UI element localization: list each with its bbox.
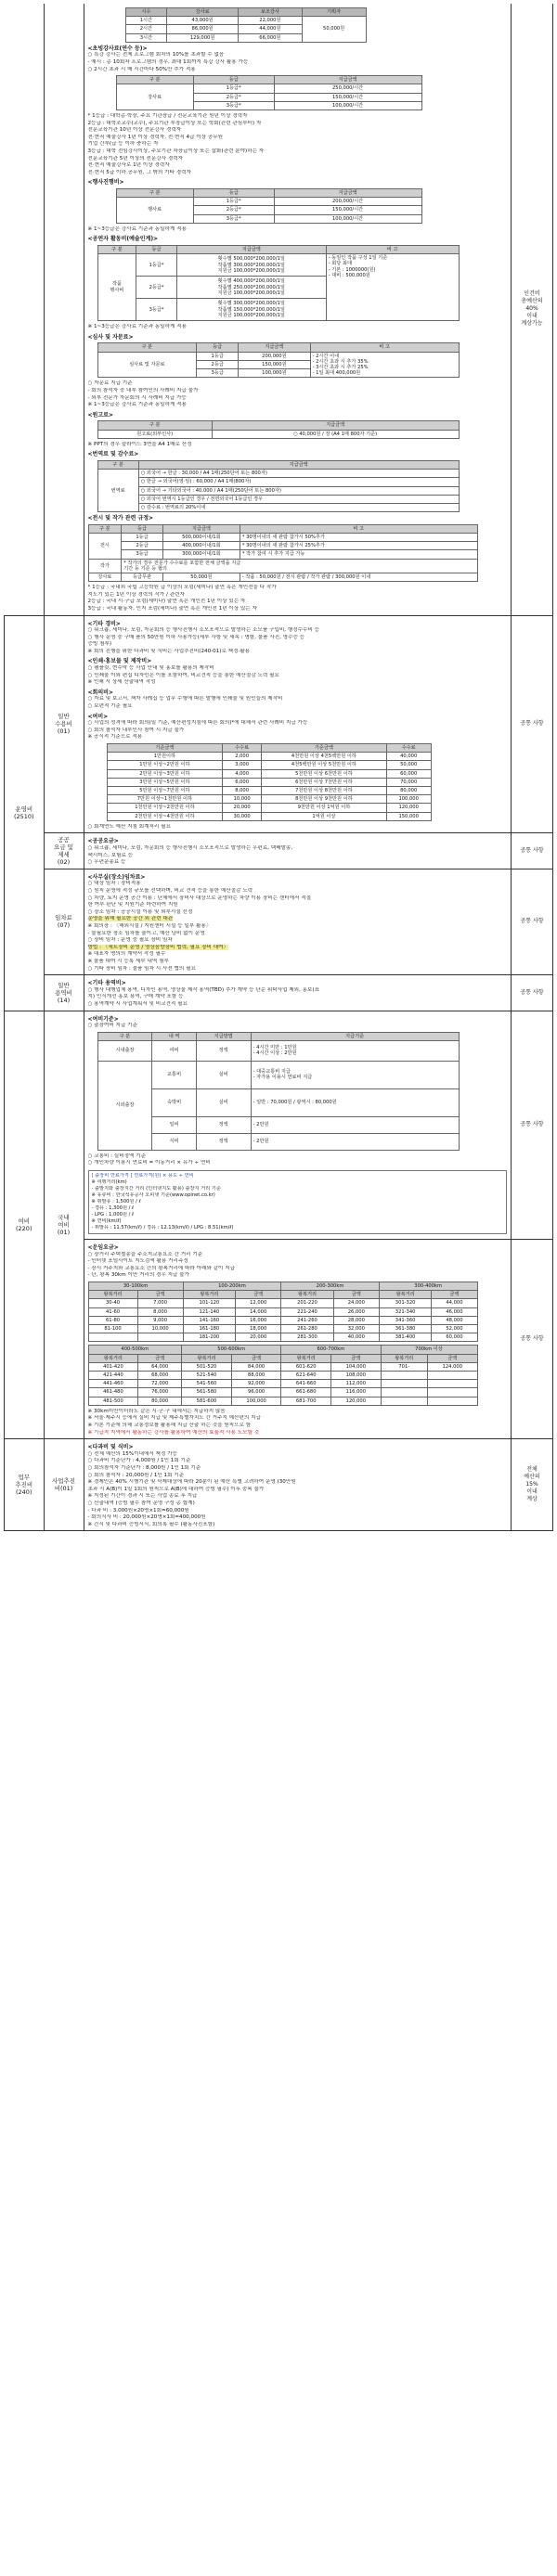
fare-row bbox=[88, 1372, 477, 1380]
fee-rules-cell: 시수 강사료 보조강사 기획자 1시간 43,000원 22,000원 50,000원 2시간 86,000원 44,000원 3시간 129,000원 66,000원 <초빙강사료(연수 등)> ○ 특강 강사는 전체 프로그램 회차의 10%를 초과할 수 없음 - 예시 : 총 10회차 프로그램의 경우, 최대 1회까지 특강 강사 활용 가능 ○ 2시간 초과 시 매 시간마다 50%만 추가 적용 구 분 등급 지급금액 강사료 1등급* 250,000/시간 2등급* 150,000/시간 3등급* 100,000/시간 * 1등급 : 대학총·학장, 주요 기관장급 / 전문교육기관 원년 이상 경력자 2등급 : 대학조교수(교수), 주요기관 부장급이상 또는 학회(관련 관심부터) 자 전문교육기관 10년 이상 전문강사 경력자 전·현직 예술강사 1년 이상 경력자, 전·현직 4급 이상 공무원 기업 간부(급 등 이하 충하는 자 3등급 : 대학 전임강사이상, 주요기관 차장급이상 또는 삽화(관련 분야)하는 자 전문교육기관 5년 이상의 전문강사 경력자 전·현직 예술강사로 1년 이상 경력자 전·현직 5급 이하 공무원, 그 밖의 기타 경력자 <행사진행비> 구 분 등급 지급금액 행사료 1등급* 200,000/시간 2등급* 150,000/시간 3등급* 100,000/시간 ※ 1~3등급은 강사료 기준과 동일하게 적용 <공연자 활동비(예술인계)> 구 분 등급 지급금액 비 고 작품 행사비 1등급* 횟수별 500,000*200,000/1일 작품별 300,000*200,000/1일 지원금 100,000*200,000/1일 - 동일인 작품 구성 1일 기준 - 회당 최대 - 기본 : 1000000(원) - 대비 : 500,000원 2등급* 횟수별 400,000*200,000/1일 작품별 250,000*200,000/1일 지원금 100,000*200,000/1일 3등급* 횟수별 300,000*200,000/1일 작품별 150,000*200,000/1일 지원금 100,000*200,000/1일 ※ 1~3등급은 강사료 기준과 동일하게 적용 <심사 및 자문료> 구 분 등급 지급금액 비 고 심사료 및 자문료 1등급 200,000원 - 2시간 이내 - 2시간 초과 시 추가 35% - 3시간 초과 시 추가 25% - 1일 최대 400,000원 2등급 150,000원 3등급 100,000원 ○ 자문료 지급 기준 - 회의 참석자 중 내부 참여인의 사례비 지급 불가 - 외부 전문가 자문회의 시 사례비 지급 가능 ※ 1~3등급은 강사료 기준과 동일하게 적용 <원고료> 구 분 지급금액 원고료(외부인사) ○ 40,000원 / 장 (A4 1매 800자 기준) ※ PPT의 경우 슬라이드 3면을 A4 1매로 산정 <번역료 및 감수료> 구 분 지급금액 번역료 ○ 외국어 → 한글 : 30,000 / A4 1매(250단어 또는 800자) ○ 한글 → 외국어(영·일) : 60,000 / A4 1매(800자) ○ 외국어 → 기타외국어 : 40,000 / A4 1매(250단어 또는 800자) ○ 외국어 번역시 1등급인 경우 / 전면외국어 1등급인 경우 ○ 감수료 : 번역료의 20%이내 <전시 및 작가 관련 규정> 구 분 등급 지급금액 비 고 전시 1등급 500,000이내/1회 * 30명이내의 새 관람 참가시 50%추가 2등급 400,000이내/1회 * 30명이내의 새 관람 참가시 25%추가 3등급 300,000이내/1회 * 작가 참여 시 추가 지급 가능 작가 * 작가의 경우 전문가 수수료를 포함한 전체 금액을 지급 기간 등 기준 등 협의 강사료 등급무관 50,000원 - 작품 : 50,000원 / 전시 관람 / 작가 관람 / 300,000원 이내 * 1등급 : 국내외 국립 고등학원 급 이상의 포럼(세미나) 출연 혹은 개인전을 다 작가 지도기 있는 1년 이상 경력의 작가 / 관련자 2등급 : 국내 시·구급 포럼(세미나) 출연 혹은 개인전 1년 이상 있는 자 3등급 : 국내 활동자, 인지 포럼(세미나) 출연 혹은 개인전 1년 이상 있는 자 bbox=[84, 4, 512, 615]
fare-cell-value: 64,000 bbox=[138, 1362, 182, 1371]
fare-cell-value bbox=[381, 1388, 428, 1397]
judge-title: <심사 및 자문료> bbox=[87, 333, 134, 341]
fare-row bbox=[88, 1380, 477, 1388]
table-row: 5만원 이상~7만원 이하 8,000 7천만원 이상 8천만원 이하 80,000 bbox=[107, 787, 431, 795]
col-planner-fee: 기획자 bbox=[302, 8, 366, 17]
fare-cell-value: 581-600 bbox=[182, 1397, 232, 1405]
col-hours: 시수 bbox=[125, 8, 167, 17]
instructor-fee-table: 구 분 등급 지급금액 강사료 1등급* 250,000/시간 2등급* 150,000/시간 3등급* 100,000/시간 bbox=[116, 75, 422, 110]
translation-fee-table: 구 분 지급금액 번역료 ○ 외국어 → 한글 : 30,000 / A4 1매(250단어 또는 800자) ○ 한글 → 외국어(영·일) : 60,000 / A4 1매(800자) ○ 외국어 → 기타외국어 : 40,000 / A4 1매(250단어 또는 800자) ○ 외국어 번역시 1등급인 경우 / 전면외국어 1등급인 경우 ○ 감수료 : 번역료의 20%이내 bbox=[97, 460, 460, 512]
fare-cell-value: 81-100 bbox=[88, 1325, 137, 1333]
judge-fee-table: 구 분 등급 지급금액 비 고 심사료 및 자문료 1등급 200,000원 - 2시간 이내 - 2시간 초과 시 추가 35% - 3시간 초과 시 추가 25% - 1일 최대 400,000원 2등급 150,000원 3등급 100,000원 bbox=[97, 342, 460, 378]
category-work-fee: 업무 추진비 (240) bbox=[5, 1439, 45, 1531]
category-ops: 운영비 (2510) bbox=[5, 615, 45, 1011]
fare-cell-value: 30-40 bbox=[88, 1299, 137, 1307]
fare-cell-value: 121-140 bbox=[183, 1307, 236, 1316]
fare-cell-value: 108,000 bbox=[331, 1372, 381, 1380]
fare-cell-value: 116,000 bbox=[331, 1388, 381, 1397]
public-fee-cell: <공공요금> ○ 워크숍, 세미나, 포럼, 자문회의 등 행사진행시 소모포적으로 발생하는 우편료, 택배발송, 팩시미스, 보험료 등 ○ 우편운송료 등 bbox=[84, 833, 512, 869]
fare-cell-value: 12,000 bbox=[236, 1299, 281, 1307]
fare-cell-value: 701- bbox=[381, 1362, 428, 1371]
fare-cell-value: 201-220 bbox=[281, 1299, 334, 1307]
fare-row bbox=[88, 1316, 477, 1324]
budget-frame bbox=[4, 4, 553, 1531]
work-fee-cell: <다과비 및 식비> ○ 전체 예산의 15%이내에서 책정 가능 ○ 다과비 기준단가 : 4,000원 / 1인 1회 기준 ○ 회의참석자 기준단가 : 8,000원 / 1인 1회 기준 ○ 회의 참석자 : 20,000원 / 1인 1회 기준 ※ 경제인은 40% 시행기관 및 삭제대상에 따라 20분이 된 예산 특별 고려하여 운영 (30만원 초과 시 A(B)이 1일 1회의 원칙으로 A(B)에 대하여 증빙 필수) 이후 중복 불가 ※ 지정된 기간이 경과 시 또는 사업 종료 후 지급 ○ 산출내역 (증빙 필수 참여 운영 구성 총 합계) - 다과 비 : 3,000원×20명×1회=60,000원 - 회의식사 비 : 20,000원×20명×1회=400,000원 ※ 간식 및 다과비 증빙서식, 회의록 필수 (활동사진포함) bbox=[84, 1439, 512, 1531]
fare-cell-value bbox=[428, 1397, 477, 1405]
fare-cell-value: 501-520 bbox=[182, 1362, 232, 1371]
fare-cell-value: 100,000 bbox=[231, 1397, 280, 1405]
subcategory-biz-fee: 사업추진 비(01) bbox=[44, 1439, 84, 1531]
commission-table: 기준금액 수수료 기준금액 수수료 1만원이하 2,000 4천만원 이상 4천5백만원 이하 40,000 1만원 이상~2만원 이하 3,000 4천5백만원 이상 5천만원 이하 50,000 2만원 이상~3만원 이하 4,000 5천만원 이상 6천만원 이하 60,000 3만원 이상~5만원 이하 6,000 6천만원 이상 7천만원 이하 70,000 5만원 이상~7만원 이하 8,000 7천만원 이상 8천만원 이하 80,000 7만원 이상~1천만원 이하 10,000 8천만원 이상 9천만원 이하 100,000 1천만원 이상~2천만원 이하 20,000 9천만원 이상 1억원 이하 120,000 2천만원 이상~4천만원 이하 30,000 1억원 이상 150,000 bbox=[107, 743, 432, 821]
table-row: 3만원 이상~5만원 이하 6,000 6천만원 이상 7천만원 이하 70,000 bbox=[107, 778, 431, 786]
fare-row bbox=[88, 1397, 477, 1405]
fare-cell-value: 241-260 bbox=[281, 1316, 334, 1324]
fare-cell-value: 141-160 bbox=[183, 1316, 236, 1324]
travel-table: 구 분 내 역 지급방법 지급기준 시내출장 여비 정액 - 4시간 미만 : 1만원 - 4시간 이상 : 2만원 시외출장 교통비 실비 - 대중교통비 지급 - 자가용 이용시 연료비 지급 숙박비 실비 - 일반 : 70,000원 / 광역시 : 80,000원 일비 정액 - 2만원 식비 정액 - 2만원 bbox=[97, 1032, 460, 1151]
exhibit-title: <전시 및 작가 관련 규정> bbox=[87, 515, 154, 522]
fare-cell: <운임요금> ○ 장거리 주택철송을 주소지교통요소 간 거리 기준 - 인터넷 포털사이트 지도검색 활용 거리측정 - 장시 거주지와 교통요소 간의 왕복거리에 따라 아래와 같이 지급 - 단, 왕복 30km 이만 거리의 경우 지급 불가 30-100km 100-200km 200-300km 300-400km 왕복거리 금액 왕복거리 금액 왕복거리 금액 왕복거리 금액 30-40 7,000 101-120 12,000 201-220 24,000 301-320 44,000 41-60 8,000 121-140 14,000 221-240 26,000 321-340 46,000 61-80 9,000 141-160 16,000 241-260 28,000 341-360 48,000 81-100 10,000 161-180 18,000 261-280 32,000 361-380 52,000 181-200 20,000 281-300 40,000 381-400 60,000 400-500km 500-600km 600-700km 700km 이상 왕복거리 금액 왕복거리 금액 왕복거리 금액 왕복거리 금액 401-420 64,000 501-520 84,000 601-620 104,000 701- 124,000 421-440 68,000 521-540 88,000 621-640 108,000 441-460 72,000 541-560 92,000 641-660 112,000 461-480 76,000 561-580 96,000 661-680 116,000 481-500 80,000 581-600 100,000 681-700 120,000 ※ 30km미만이더라도 같은 시·군·구 내에서는 지급하지 않음 ※ 서울·제주시 등에서 실비 지급 및 제주특별자치도 간 거주지 예산편의 지급 ※ 기본 기준에 의해 교통정보를 활용해 지급 산출 하는 것을 원칙으로 함 ※ 기급적 지역에서 활동하는 강사를 활용하여 예산의 효율적 사용 도모할 것 bbox=[84, 1240, 512, 1439]
category-cell-blank bbox=[5, 4, 45, 615]
rent-highlight-2: 방법 : 〈세트장비 운영 / 영상음향장비 협력, 필요 장비 대여〉 bbox=[87, 944, 229, 950]
performer-fee-table: 구 분 등급 지급금액 비 고 작품 행사비 1등급* 횟수별 500,000*200,000/1일 작품별 300,000*200,000/1일 지원금 100,000*200,000/1일 - 동일인 작품 구성 1일 기준 - 회당 최대 - 기본 : 1000000(원) - 대비 : 500,000원 2등급* 횟수별 400,000*200,000/1일 작품별 250,000*200,000/1일 지원금 100,000*200,000/1일 3등급* 횟수별 300,000*200,000/1일 작품별 150,000*200,000/1일 지원금 100,000*200,000/1일 bbox=[97, 245, 460, 321]
remark-service: 공통 사항 bbox=[512, 975, 553, 1011]
fare-cell-value: 601-620 bbox=[281, 1362, 331, 1371]
fare-cell-value: 24,000 bbox=[333, 1299, 379, 1307]
fare-cell-value: 40,000 bbox=[333, 1333, 379, 1342]
fare-cell-value: 181-200 bbox=[183, 1333, 236, 1342]
fare-cell-value: 641-660 bbox=[281, 1380, 331, 1388]
fare-cell-value: 661-680 bbox=[281, 1388, 331, 1397]
remark-expense: 공통 사항 bbox=[512, 615, 553, 833]
fare-cell-value bbox=[137, 1333, 183, 1342]
exhibit-fee-table: 구 분 등급 지급금액 비 고 전시 1등급 500,000이내/1회 * 30명이내의 새 관람 참가시 50%추가 2등급 400,000이내/1회 * 30명이내의 새 관람 참가시 25%추가 3등급 300,000이내/1회 * 작가 참여 시 추가 지급 가능 작가 * 작가의 경우 전문가 수수료를 포함한 전체 금액을 지급 기간 등 기준 등 협의 강사료 등급무관 50,000원 - 작품 : 50,000원 / 전시 관람 / 작가 관람 / 300,000원 이내 bbox=[88, 524, 478, 582]
fare-cell-value: 7,000 bbox=[137, 1299, 183, 1307]
fare-cell-value: 48,000 bbox=[432, 1316, 477, 1324]
travel-cell: <여비기준> ○ 출장여비 지급 기준 구 분 내 역 지급방법 지급기준 시내출장 여비 정액 - 4시간 미만 : 1만원 - 4시간 이상 : 2만원 시외출장 교통비 실비 - 대중교통비 지급 - 자가용 이용시 연료비 지급 숙박비 실비 - 일반 : 70,000원 / 광역시 : 80,000원 일비 정액 - 2만원 식비 정액 - 2만원 ○ 교통비 : 실비정액 기준 ○ 개인차량 이용시 연료비 = 이동거리 × 유가 ÷ 연비 [ 출장비 연료가격 ] 연료가격(원) × 용도 ÷ 연비 ※ 여행거리(km) - 출발지와 출장지간 거리 (인터넷지도 활용) 출장지 거리 기준 ※ 유류비 : 한국석유공사 오피넷 기준(www.opinet.co.kr) ※ 휘발유 : 1,500원 / ℓ - 경유 : 1,300원 / ℓ - LPG : 1,000원 / ℓ ※ 연비(km/ℓ) - 휘발유 : 11.57(km/ℓ) / 경유 : 12.13(km/ℓ) / LPG : 8.51(km/ℓ) bbox=[84, 1011, 512, 1240]
subcategory-rent: 임차료 (07) bbox=[44, 869, 84, 974]
fare-cell-value: 92,000 bbox=[231, 1380, 280, 1388]
service-cell: <기타 용역비> ○ 행사 대행업체 용역, 디자인 용역, 영상물 제작 용역(TBD) 추가 계약 등 단순 위탁사업 제외, 홍보(표 지) 인식개선 홍보 용역, 구매 계약 포함 등 ○ 용역계약 시 사업계획서 및 비교견적 필요 bbox=[84, 975, 512, 1011]
fare-cell-value: 96,000 bbox=[231, 1388, 280, 1397]
fare-cell-value bbox=[428, 1380, 477, 1388]
remark-fare: 공통 사항 bbox=[512, 1240, 553, 1439]
table-row: 1시간 43,000원 22,000원 50,000원 bbox=[125, 17, 366, 25]
fare-cell-value: 16,000 bbox=[236, 1316, 281, 1324]
subcategory-expense: 일반 수용비 (01) bbox=[44, 615, 84, 833]
fare-cell-value: 301-320 bbox=[379, 1299, 432, 1307]
fare-cell-value: 221-240 bbox=[281, 1307, 334, 1316]
fuel-cost-box: [ 출장비 연료가격 ] 연료가격(원) × 용도 ÷ 연비 ※ 여행거리(km) - 출발지와 출장지간 거리 (인터넷지도 활용) 출장지 거리 기준 ※ 유류비 : 한국석유공사 오피넷 기준(www.opinet.co.kr) ※ 휘발유 : 1,500원 / ℓ - 경유 : 1,300원 / ℓ - LPG : 1,000원 / ℓ ※ 연비(km/ℓ) - 휘발유 : 11.57(km/ℓ) / 경유 : 12.13(km/ℓ) / LPG : 8.51(km/ℓ) bbox=[88, 1170, 508, 1234]
table-row: 7만원 이상~1천만원 이하 10,000 8천만원 이상 9천만원 이하 100,000 bbox=[107, 795, 431, 804]
fare-row bbox=[88, 1388, 477, 1397]
fare-red-note: ※ 기급적 지역에서 활동하는 강사를 활용하여 예산의 효율적 사용 도모할 것 bbox=[87, 1429, 260, 1436]
remark-rent: 공통 사항 bbox=[512, 869, 553, 974]
fare-cell-value: 381-400 bbox=[379, 1333, 432, 1342]
table-row: 2시간 86,000원 44,000원 bbox=[125, 25, 366, 33]
fare-cell-value: 120,000 bbox=[331, 1397, 381, 1405]
fare-cell-value: 44,000 bbox=[432, 1299, 477, 1307]
translation-title: <번역료 및 감수료> bbox=[87, 451, 139, 458]
event-fee-table: 구 분 등급 지급금액 행사료 1등급* 200,000/시간 2등급* 150,000/시간 3등급* 100,000/시간 bbox=[116, 188, 422, 224]
rent-cell: <사무실(장소)임차료> ○ 대상 임차 : 장비적용 ○ 원칙 운영에 적정 규모를 선택하며, 비교 견적 등을 통한 예산절감 노력 ○ 차량, 토지 운영 공간 이용 : 단체에서 장비사 대상으로 운영하는 차량 이용 장비는 센터에서 적절 한 여부 판단 및 지원기준 마련하여 지원 ○ 장소 임차 : 공공시설 이용 및 외부시설 선정 운영을 위해 필요한 공간 외 관련 대관 ※ 회의장 : 〈해외시설 / 지원센터 시설 등 일부 활용〉 - 불필요한 장소 임차를 줄이고, 예산 낭비 없이 운영 ○ 장비 임차 : 운영 중 필요 장비 임차 방법 : 〈세트장비 운영 / 영상음향장비 협력, 필요 장비 대여〉 ※ 대표자 명의의 계약서 작성 필수 ※ 물품 대여 시 등록 세부 내역 첨부 ○ 기타 장비 임차 : 물품 임차 시 사전 협의 필요 bbox=[84, 869, 512, 974]
fare-cell-value: 361-380 bbox=[379, 1325, 432, 1333]
budget-guideline-page bbox=[4, 4, 553, 1531]
fare-cell-value: 76,000 bbox=[138, 1388, 182, 1397]
fare-cell-value: 68,000 bbox=[138, 1372, 182, 1380]
fare-cell-value: 161-180 bbox=[183, 1325, 236, 1333]
fare-cell-value: 441-460 bbox=[88, 1380, 138, 1388]
subcategory-public-fee: 공공 요금 및 제세 (02) bbox=[44, 833, 84, 869]
table-row: 1만원 이상~2만원 이하 3,000 4천5백만원 이상 5천만원 이하 50,000 bbox=[107, 761, 431, 769]
fare-cell-value: 561-580 bbox=[182, 1388, 232, 1397]
instructor-title: <초빙강사료(연수 등)> bbox=[87, 45, 148, 52]
fare-cell-value: 72,000 bbox=[138, 1380, 182, 1388]
table-row: 1천만원 이상~2천만원 이하 20,000 9천만원 이상 1억원 이하 120,000 bbox=[107, 804, 431, 812]
fare-cell-value: 681-700 bbox=[281, 1397, 331, 1405]
fare-body-2 bbox=[88, 1362, 477, 1405]
fare-cell-value: 20,000 bbox=[236, 1333, 281, 1342]
manuscript-title: <원고료> bbox=[87, 411, 113, 419]
manuscript-fee-table: 구 분 지급금액 원고료(외부인사) ○ 40,000원 / 장 (A4 1매 800자 기준) bbox=[97, 420, 460, 438]
fare-cell-value: 46,000 bbox=[432, 1307, 477, 1316]
hourly-fee-table bbox=[125, 7, 367, 43]
fare-cell-value bbox=[381, 1372, 428, 1380]
col-instructor-fee: 강사료 bbox=[167, 8, 239, 17]
subcategory-domestic-travel: 국내 여비 (01) bbox=[44, 1011, 84, 1439]
remark-personnel: 인건비 총예산의 40% 이내 계상가능 bbox=[512, 4, 553, 615]
fare-cell-value: 321-340 bbox=[379, 1307, 432, 1316]
fare-cell-value bbox=[381, 1397, 428, 1405]
fare-cell-value: 52,000 bbox=[432, 1325, 477, 1333]
fare-cell-value: 28,000 bbox=[333, 1316, 379, 1324]
fare-row bbox=[88, 1362, 477, 1371]
performer-title: <공연자 활동비(예술인계)> bbox=[87, 236, 159, 243]
table-row: 3시간 129,000원 66,000원 bbox=[125, 33, 366, 42]
fare-cell-value: 281-300 bbox=[281, 1333, 334, 1342]
fare-cell-value: 104,000 bbox=[331, 1362, 381, 1371]
remark-public-fee: 공통 사항 bbox=[512, 833, 553, 869]
subcategory-cell-blank bbox=[44, 4, 84, 615]
fare-cell-value: 481-500 bbox=[88, 1397, 138, 1405]
fare-table-2: 400-500km 500-600km 600-700km 700km 이상 왕복거리 금액 왕복거리 금액 왕복거리 금액 왕복거리 금액 401-420 64,000 501-520 84,000 601-620 104,000 701- 124,000 421-440 68,000 521-540 88,000 621-640 108,000 441-460 72,000 541-560 92,000 641-660 112,000 461-480 76,000 561-580 96,000 661-680 116,000 481-500 80,000 581-600 100,000 681-700 120,000 bbox=[88, 1345, 478, 1405]
expense-rules-cell: <기타 경비> ○ 워크숍, 세미나, 포럼, 자문회의 등 행사진행시 소모포적으로 발생하는 소모품 구입비, 행정수수비 등 ○ 행사 운영 중 구매 품의 50만원 이하 사용가능(세부 사항 및 세목 : 명함, 물품 사진, 영수증 등 증빙 첨부) ※ 회의 진행을 위한 다과비 및 식비는 사업추진비(240-01)로 책정·활용 <인쇄·홍보물 및 제작비> ○ 팸플릿, 현수막 등 사업 안내 및 홍보를 활용의 제작비 ○ 인쇄물 이외 편집 디자인은 이를 포함하여, 비교견적 등을 통한 예산절감 노력 필요 ※ 인쇄 시 상세 산출내역 작성 <회의비> ○ 자료 및 보고서, 책자 사례집 등 업무 수행에 따른 발행에 인쇄물 및 원인들의 제작비 ○ 보편적 기준 필요 <여비> ○ 사업의 성격에 따라 회의(일 기준, 예산편성지침에 따른 회의)*에 대해서 관련 사례비 지급 가능 ○ 회의 참석자 내부인사 참여 시 지급 불가 ※ 공식적 기준으로 적용 기준금액 수수료 기준금액 수수료 1만원이하 2,000 4천만원 이상 4천5백만원 이하 40,000 1만원 이상~2만원 이하 3,000 4천5백만원 이상 5천만원 이하 50,000 2만원 이상~3만원 이하 4,000 5천만원 이상 6천만원 이하 60,000 3만원 이상~5만원 이하 6,000 6천만원 이상 7천만원 이하 70,000 5만원 이상~7만원 이하 8,000 7천만원 이상 8천만원 이하 80,000 7만원 이상~1천만원 이하 10,000 8천만원 이상 9천만원 이하 100,000 1천만원 이상~2천만원 이하 20,000 9천만원 이상 1억원 이하 120,000 2천만원 이상~4천만원 이하 30,000 1억원 이상 150,000 ○ 회계연도 예산 지침 회계처리 필요 bbox=[84, 615, 512, 833]
fare-cell-value: 9,000 bbox=[137, 1316, 183, 1324]
remark-work-fee: 전체 예산의 15% 이내 계상 bbox=[512, 1439, 553, 1531]
fare-cell-value: 18,000 bbox=[236, 1325, 281, 1333]
category-travel: 여비 (220) bbox=[5, 1011, 45, 1439]
table-row: 2천만원 이상~4천만원 이하 30,000 1억원 이상 150,000 bbox=[107, 812, 431, 820]
fare-cell-value: 541-560 bbox=[182, 1380, 232, 1388]
table-row: 1만원이하 2,000 4천만원 이상 4천5백만원 이하 40,000 bbox=[107, 753, 431, 761]
fare-cell-value: 521-540 bbox=[182, 1372, 232, 1380]
fare-table-1: 30-100km 100-200km 200-300km 300-400km 왕복거리 금액 왕복거리 금액 왕복거리 금액 왕복거리 금액 30-40 7,000 101-120 12,000 201-220 24,000 301-320 44,000 41-60 8,000 121-140 14,000 221-240 26,000 321-340 46,000 61-80 9,000 141-160 16,000 241-260 28,000 341-360 48,000 81-100 10,000 161-180 18,000 261-280 32,000 361-380 52,000 181-200 20,000 281-300 40,000 381-400 60,000 bbox=[88, 1282, 478, 1342]
rent-highlight-1: 운영을 위해 필요한 공간 외 관련 대관 bbox=[87, 916, 174, 922]
fare-cell-value: 401-420 bbox=[88, 1362, 138, 1371]
fare-cell-value: 41-60 bbox=[88, 1307, 137, 1316]
fare-cell-value: 112,000 bbox=[331, 1380, 381, 1388]
event-title: <행사진행비> bbox=[87, 179, 124, 187]
remark-travel: 공통 사항 bbox=[512, 1011, 553, 1240]
fare-cell-value: 80,000 bbox=[138, 1397, 182, 1405]
fare-row bbox=[88, 1299, 477, 1307]
fare-cell-value: 261-280 bbox=[281, 1325, 334, 1333]
fare-cell-value: 341-360 bbox=[379, 1316, 432, 1324]
fare-cell-value: 60,000 bbox=[432, 1333, 477, 1342]
fare-cell-value: 88,000 bbox=[231, 1372, 280, 1380]
subcategory-service: 일반 용역비 (14) bbox=[44, 975, 84, 1011]
fare-cell-value: 32,000 bbox=[333, 1325, 379, 1333]
fare-body-1 bbox=[88, 1299, 477, 1342]
fare-row bbox=[88, 1325, 477, 1333]
planner-fee-value: 50,000원 bbox=[302, 17, 366, 43]
fare-cell-value: 84,000 bbox=[231, 1362, 280, 1371]
fare-cell-value: 61-80 bbox=[88, 1316, 137, 1324]
fare-cell-value: 26,000 bbox=[333, 1307, 379, 1316]
fare-cell-value: 461-480 bbox=[88, 1388, 138, 1397]
fare-row bbox=[88, 1333, 477, 1342]
fare-cell-value: 10,000 bbox=[137, 1325, 183, 1333]
fare-cell-value: 14,000 bbox=[236, 1307, 281, 1316]
fare-cell-value: 621-640 bbox=[281, 1372, 331, 1380]
fare-cell-value bbox=[428, 1388, 477, 1397]
fare-cell-value bbox=[428, 1372, 477, 1380]
fare-cell-value: 124,000 bbox=[428, 1362, 477, 1371]
fare-row bbox=[88, 1307, 477, 1316]
fare-cell-value: 8,000 bbox=[137, 1307, 183, 1316]
col-assistant-fee: 보조강사 bbox=[239, 8, 303, 17]
fare-cell-value bbox=[381, 1380, 428, 1388]
fare-cell-value: 421-440 bbox=[88, 1372, 138, 1380]
fare-cell-value bbox=[88, 1333, 137, 1342]
table-row: 2만원 이상~3만원 이하 4,000 5천만원 이상 6천만원 이하 60,000 bbox=[107, 769, 431, 778]
fare-cell-value: 101-120 bbox=[183, 1299, 236, 1307]
